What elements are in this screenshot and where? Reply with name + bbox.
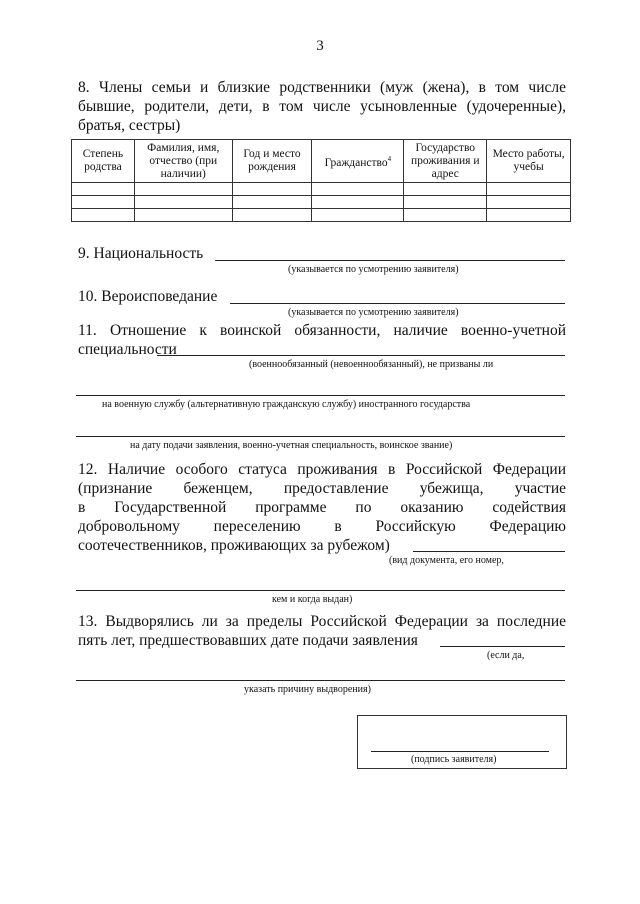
header-work: Место работы, учебы — [487, 140, 571, 183]
header-birth: Год и место рождения — [232, 140, 312, 183]
header-relation: Степень родства — [72, 140, 135, 183]
header-full-name: Фамилия, имя, отчество (при наличии) — [134, 140, 232, 183]
military-field-3[interactable] — [76, 436, 565, 437]
nationality-hint: (указывается по усмотрению заявителя) — [288, 264, 459, 275]
status-field-2[interactable] — [76, 590, 565, 591]
deportation-hint-2: указать причину выдворения) — [244, 684, 371, 695]
military-field-2[interactable] — [76, 395, 565, 396]
section-11-line-2: специальности — [78, 341, 177, 358]
table-row — [72, 196, 571, 209]
section-8-line-1: 8. Члены семьи и близкие родственники (муж (жена), в том числе — [78, 79, 566, 96]
religion-field[interactable] — [230, 303, 565, 304]
table-cell[interactable] — [487, 183, 571, 196]
section-12-line-2: (признание беженцем, предоставление убежища, участие — [78, 480, 566, 497]
status-hint-1: (вид документа, его номер, — [389, 555, 504, 566]
deportation-hint-1: (если да, — [487, 650, 525, 661]
header-citizenship: Гражданство$^4$ — [312, 140, 404, 183]
signature-hint: (подпись заявителя) — [411, 754, 497, 765]
nationality-field[interactable] — [215, 260, 565, 261]
religion-label: 10. Вероисповедание — [78, 288, 218, 305]
table-cell[interactable] — [312, 183, 404, 196]
section-12-line-3: в Государственной программе по оказанию содействия — [78, 499, 566, 516]
table-cell[interactable] — [232, 196, 312, 209]
table-cell[interactable] — [134, 183, 232, 196]
footnote-mark: 4 — [387, 154, 392, 163]
military-field-1[interactable] — [157, 355, 565, 356]
military-hint-3: на дату подачи заявления, военно-учетная специальность, воинское звание) — [130, 440, 453, 451]
signature-field[interactable] — [371, 751, 549, 752]
table-cell[interactable] — [487, 196, 571, 209]
deportation-field-2[interactable] — [76, 680, 565, 681]
table-cell[interactable] — [72, 183, 135, 196]
deportation-field-1[interactable] — [440, 646, 565, 647]
page-number: 3 — [316, 38, 324, 54]
section-13-line-1: 13. Выдворялись ли за пределы Российской Федерации за последние — [78, 613, 566, 630]
section-12-line-5: соотечественников, проживающих за рубежом) — [78, 537, 390, 554]
section-11-line-1: 11. Отношение к воинской обязанности, наличие военно-учетной — [78, 322, 566, 339]
nationality-label: 9. Национальность — [78, 245, 204, 262]
section-8-line-2: бывшие, родители, дети, в том числе усыновленные (удочеренные), — [78, 98, 566, 115]
section-8-line-3: братья, сестры) — [78, 117, 181, 134]
table-row — [72, 209, 571, 222]
section-12-line-1: 12. Наличие особого статуса проживания в Российской Федерации — [78, 461, 566, 478]
table-row — [72, 183, 571, 196]
section-12-line-4: добровольному переселению в Российскую Федерацию — [78, 518, 566, 535]
military-hint-2: на военную службу (альтернативную гражданскую службу) иностранного государства — [102, 399, 471, 410]
section-13-line-2: пять лет, предшествовавших дате подачи заявления — [78, 632, 418, 649]
table-cell[interactable] — [134, 209, 232, 222]
table-cell[interactable] — [232, 183, 312, 196]
table-cell[interactable] — [487, 209, 571, 222]
table-cell[interactable] — [134, 196, 232, 209]
table-header-row — [72, 140, 571, 183]
table-cell[interactable] — [232, 209, 312, 222]
header-residence: Государство проживания и адрес — [404, 140, 487, 183]
table-cell[interactable] — [72, 196, 135, 209]
religion-hint: (указывается по усмотрению заявителя) — [288, 307, 459, 318]
table-cell[interactable] — [404, 183, 487, 196]
table-cell[interactable] — [312, 196, 404, 209]
table-cell[interactable] — [72, 209, 135, 222]
table-cell[interactable] — [404, 196, 487, 209]
table-cell[interactable] — [404, 209, 487, 222]
military-hint-1: (военнообязанный (невоеннообязанный), не призваны ли — [249, 359, 494, 370]
family-members-table — [71, 139, 571, 222]
table-cell[interactable] — [312, 209, 404, 222]
status-hint-2: кем и когда выдан) — [272, 594, 353, 605]
status-field-1[interactable] — [413, 551, 565, 552]
